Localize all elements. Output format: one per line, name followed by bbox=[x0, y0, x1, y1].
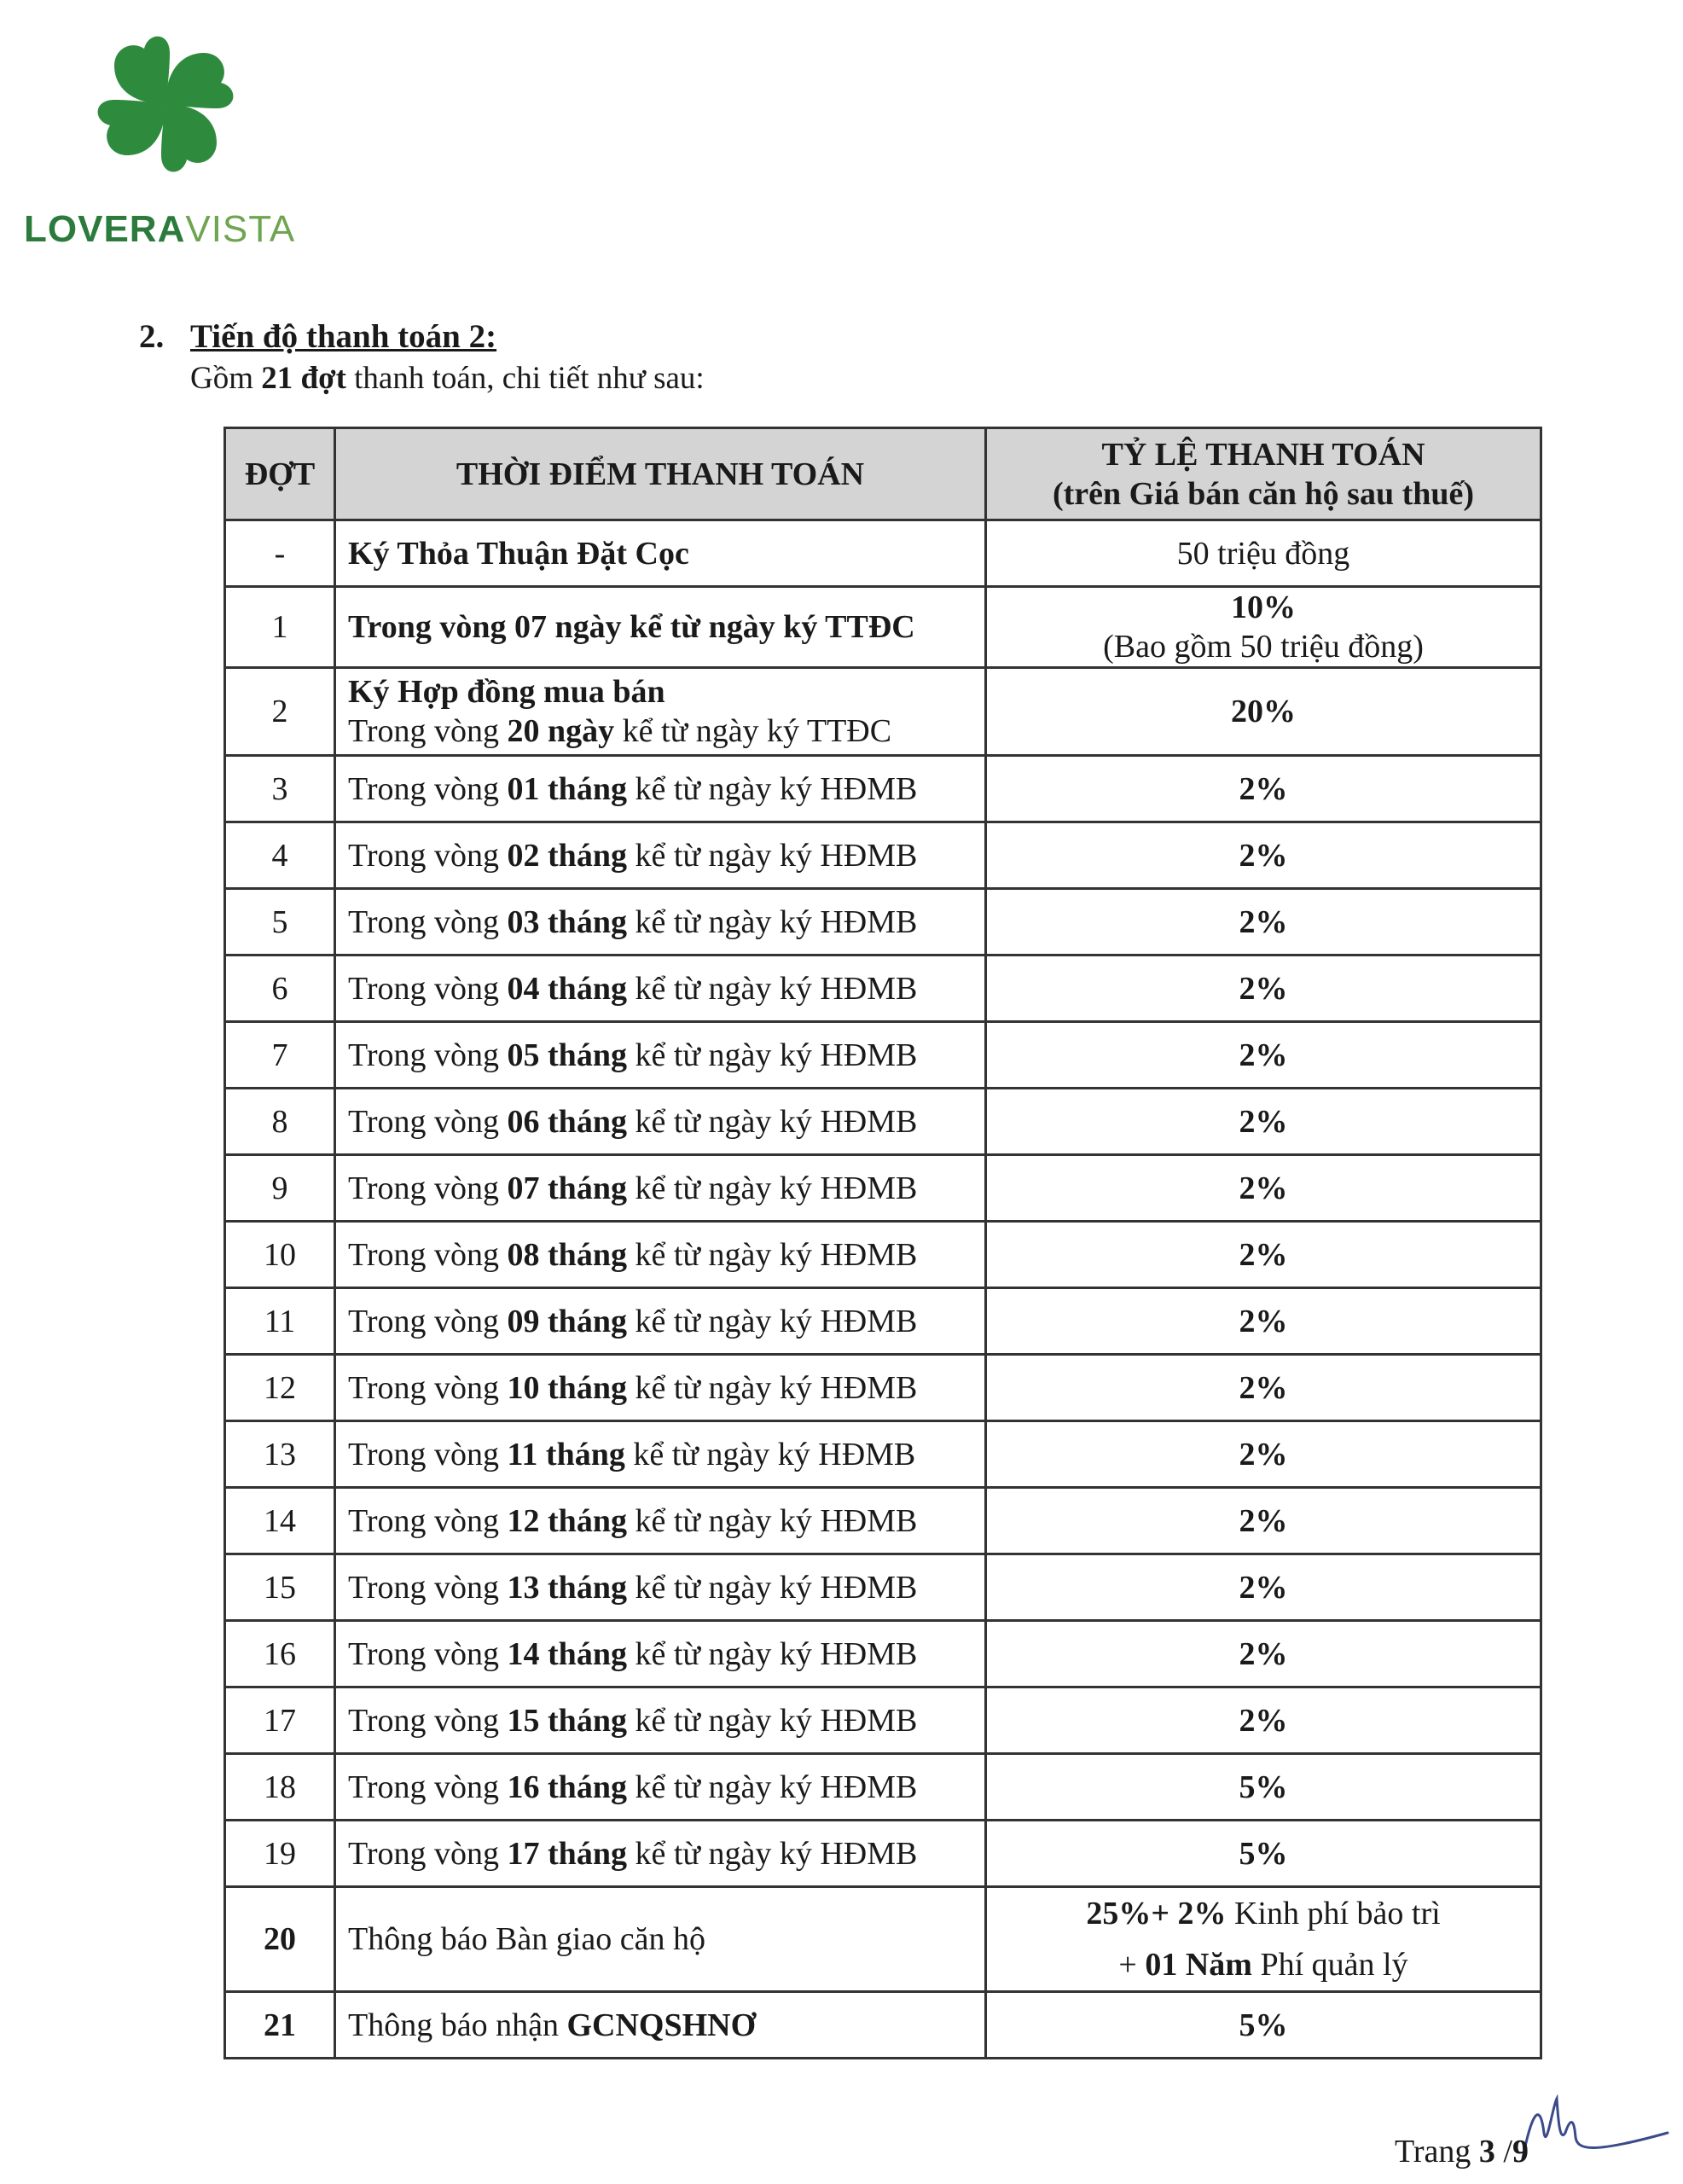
table-row bbox=[225, 1222, 1541, 1288]
row-rate: 2% bbox=[986, 1288, 1541, 1355]
table-row bbox=[225, 756, 1541, 822]
row-dot: 8 bbox=[225, 1089, 335, 1155]
row-rate: 2% bbox=[986, 1488, 1541, 1554]
row-dot: 20 bbox=[225, 1887, 335, 1992]
table-row bbox=[225, 1887, 1541, 1992]
row-rate: 10% (Bao gồm 50 triệu đồng) bbox=[986, 587, 1541, 668]
row-time: Thông báo Bàn giao căn hộ bbox=[335, 1887, 986, 1992]
row-time: Trong vòng 12 tháng kể từ ngày ký HĐMB bbox=[335, 1488, 986, 1554]
table-row bbox=[225, 1821, 1541, 1887]
row-rate: 2% bbox=[986, 1022, 1541, 1089]
row-dot: 21 bbox=[225, 1992, 335, 2059]
row-rate: 5% bbox=[986, 1754, 1541, 1821]
row-time: Trong vòng 03 tháng kể từ ngày ký HĐMB bbox=[335, 889, 986, 956]
row-dot: 18 bbox=[225, 1754, 335, 1821]
row-dot: 13 bbox=[225, 1421, 335, 1488]
row-rate: 5% bbox=[986, 1821, 1541, 1887]
row-rate: 50 triệu đồng bbox=[986, 520, 1541, 587]
row-time: Trong vòng 09 tháng kể từ ngày ký HĐMB bbox=[335, 1288, 986, 1355]
header-rate: TỶ LỆ THANH TOÁN (trên Giá bán căn hộ sau thuế) bbox=[986, 428, 1541, 520]
row-dot: 19 bbox=[225, 1821, 335, 1887]
row-time: Ký Thỏa Thuận Đặt Cọc bbox=[335, 520, 986, 587]
row-dot: 9 bbox=[225, 1155, 335, 1222]
row-rate: 2% bbox=[986, 756, 1541, 822]
row-dot: 2 bbox=[225, 668, 335, 756]
table-row bbox=[225, 1621, 1541, 1687]
table-row bbox=[225, 1288, 1541, 1355]
row-dot: 1 bbox=[225, 587, 335, 668]
row-time: Trong vòng 10 tháng kể từ ngày ký HĐMB bbox=[335, 1355, 986, 1421]
row-dot: 7 bbox=[225, 1022, 335, 1089]
payment-schedule-table bbox=[223, 427, 1542, 2059]
table-row bbox=[225, 587, 1541, 668]
row-time: Trong vòng 07 tháng kể từ ngày ký HĐMB bbox=[335, 1155, 986, 1222]
table-row bbox=[225, 889, 1541, 956]
section-intro: Gồm 21 đợt thanh toán, chi tiết như sau: bbox=[190, 361, 705, 396]
row-rate: 5% bbox=[986, 1992, 1541, 2059]
row-time: Trong vòng 17 tháng kể từ ngày ký HĐMB bbox=[335, 1821, 986, 1887]
header-time: THỜI ĐIỂM THANH TOÁN bbox=[335, 428, 986, 520]
signature bbox=[1506, 2082, 1676, 2184]
row-dot: 16 bbox=[225, 1621, 335, 1687]
table-row bbox=[225, 1355, 1541, 1421]
table-row bbox=[225, 1754, 1541, 1821]
row-rate: 2% bbox=[986, 1687, 1541, 1754]
row-rate: 2% bbox=[986, 889, 1541, 956]
table-row bbox=[225, 956, 1541, 1022]
row-time: Trong vòng 05 tháng kể từ ngày ký HĐMB bbox=[335, 1022, 986, 1089]
row-dot: 6 bbox=[225, 956, 335, 1022]
row-rate: 2% bbox=[986, 1222, 1541, 1288]
row-time: Trong vòng 08 tháng kể từ ngày ký HĐMB bbox=[335, 1222, 986, 1288]
table-row bbox=[225, 1022, 1541, 1089]
row-rate: 2% bbox=[986, 956, 1541, 1022]
row-rate: 2% bbox=[986, 1421, 1541, 1488]
row-time: Trong vòng 07 ngày kể từ ngày ký TTĐC bbox=[335, 587, 986, 668]
row-time: Trong vòng 01 tháng kể từ ngày ký HĐMB bbox=[335, 756, 986, 822]
row-dot: 3 bbox=[225, 756, 335, 822]
row-dot: 4 bbox=[225, 822, 335, 889]
logo bbox=[24, 19, 297, 250]
row-dot: 10 bbox=[225, 1222, 335, 1288]
row-rate: 2% bbox=[986, 1089, 1541, 1155]
page-number: Trang 3 /9 bbox=[1395, 2134, 1529, 2169]
row-time: Trong vòng 15 tháng kể từ ngày ký HĐMB bbox=[335, 1687, 986, 1754]
table-row bbox=[225, 668, 1541, 756]
row-rate: 2% bbox=[986, 1621, 1541, 1687]
table-row bbox=[225, 1488, 1541, 1554]
row-time: Trong vòng 04 tháng kể từ ngày ký HĐMB bbox=[335, 956, 986, 1022]
section-number: 2. bbox=[139, 318, 165, 355]
header-dot: ĐỢT bbox=[225, 428, 335, 520]
table-row bbox=[225, 1089, 1541, 1155]
table-row bbox=[225, 822, 1541, 889]
row-time: Thông báo nhận GCNQSHNƠ bbox=[335, 1992, 986, 2059]
row-time: Trong vòng 13 tháng kể từ ngày ký HĐMB bbox=[335, 1554, 986, 1621]
row-dot: 12 bbox=[225, 1355, 335, 1421]
clover-icon bbox=[80, 19, 251, 189]
row-time: Ký Hợp đồng mua bán Trong vòng 20 ngày kể từ ngày ký TTĐC bbox=[335, 668, 986, 756]
row-dot: 15 bbox=[225, 1554, 335, 1621]
table-row bbox=[225, 1554, 1541, 1621]
table-row bbox=[225, 1687, 1541, 1754]
table-row bbox=[225, 520, 1541, 587]
row-dot: 14 bbox=[225, 1488, 335, 1554]
row-dot: 11 bbox=[225, 1288, 335, 1355]
row-dot: 17 bbox=[225, 1687, 335, 1754]
row-time: Trong vòng 02 tháng kể từ ngày ký HĐMB bbox=[335, 822, 986, 889]
row-time: Trong vòng 14 tháng kể từ ngày ký HĐMB bbox=[335, 1621, 986, 1687]
table-header-row bbox=[225, 428, 1541, 520]
table-row bbox=[225, 1992, 1541, 2059]
table-row bbox=[225, 1421, 1541, 1488]
row-time: Trong vòng 11 tháng kể từ ngày ký HĐMB bbox=[335, 1421, 986, 1488]
row-rate: 2% bbox=[986, 1355, 1541, 1421]
row-time: Trong vòng 16 tháng kể từ ngày ký HĐMB bbox=[335, 1754, 986, 1821]
row-rate: 2% bbox=[986, 822, 1541, 889]
row-rate: 20% bbox=[986, 668, 1541, 756]
row-rate: 2% bbox=[986, 1554, 1541, 1621]
logo-text: LOVERAVISTA bbox=[24, 208, 296, 250]
row-dot: - bbox=[225, 520, 335, 587]
table-row bbox=[225, 1155, 1541, 1222]
row-dot: 5 bbox=[225, 889, 335, 956]
row-rate: 2% bbox=[986, 1155, 1541, 1222]
row-rate: 25%+ 2% Kinh phí bảo trì + 01 Năm Phí quản lý bbox=[986, 1887, 1541, 1992]
section-title: Tiến độ thanh toán 2: bbox=[190, 318, 497, 355]
row-time: Trong vòng 06 tháng kể từ ngày ký HĐMB bbox=[335, 1089, 986, 1155]
